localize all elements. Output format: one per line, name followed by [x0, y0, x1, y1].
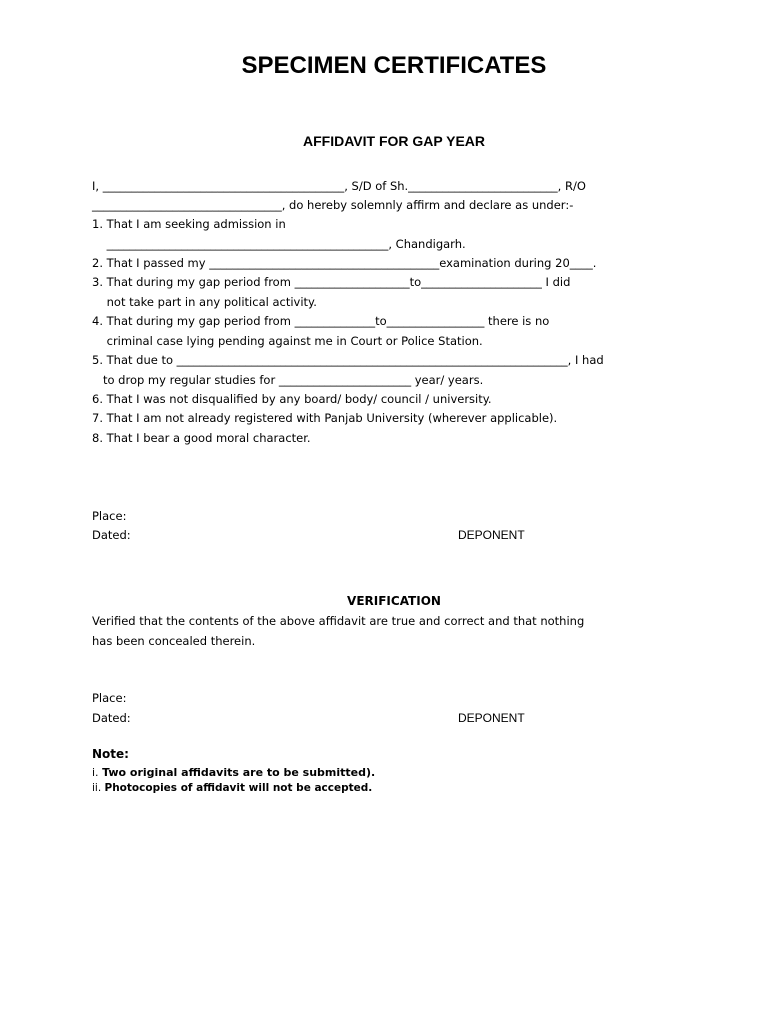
note-item-number: i.	[92, 766, 103, 779]
dated-label: Dated:	[92, 711, 131, 725]
note-item	[92, 782, 372, 794]
affidavit-line: not take part in any political activity.	[92, 295, 317, 309]
dated-label: Dated:	[92, 528, 131, 542]
page-title: SPECIMEN CERTIFICATES	[241, 52, 547, 79]
affidavit-title: AFFIDAVIT FOR GAP YEAR	[302, 133, 485, 149]
affidavit-line: _________________________________________________, Chandigarh.	[92, 237, 466, 251]
verification-heading: VERIFICATION	[347, 594, 441, 608]
note-heading: Note:	[92, 747, 129, 761]
affidavit-line: 7. That I am not already registered with Panjab University (wherever applicable).	[92, 411, 558, 425]
affidavit-line: 6. That I was not disqualified by any board/ body/ council / university.	[92, 392, 492, 406]
deponent-label: DEPONENT	[458, 528, 525, 542]
note-item-text: Photocopies of affidavit will not be accepted.	[104, 782, 373, 794]
affidavit-line: 4. That during my gap period from ______________to_________________ there is no	[92, 314, 550, 328]
verification-line: has been concealed therein.	[92, 634, 256, 648]
deponent-label: DEPONENT	[458, 711, 525, 725]
affidavit-line: 3. That during my gap period from ____________________to_____________________ I did	[92, 275, 571, 289]
verification-line: Verified that the contents of the above affidavit are true and correct and that nothing	[92, 614, 585, 628]
affidavit-line: 1. That I am seeking admission in	[92, 217, 286, 231]
note-item-text: Two original affidavits are to be submitted).	[102, 766, 376, 779]
note-item-number: ii.	[92, 782, 105, 794]
affidavit-line: 5. That due to ____________________________________________________________________, I had	[92, 353, 604, 367]
note-item	[92, 766, 375, 779]
affidavit-line: I, __________________________________________, S/D of Sh.__________________________, R/O	[92, 179, 586, 193]
affidavit-line: to drop my regular studies for _______________________ year/ years.	[92, 373, 484, 387]
place-label: Place:	[92, 691, 127, 705]
affidavit-line: 2. That I passed my ________________________________________examination during 20____.	[92, 256, 597, 270]
place-label: Place:	[92, 509, 127, 523]
affidavit-line: 8. That I bear a good moral character.	[92, 431, 311, 445]
affidavit-line: _________________________________, do hereby solemnly affirm and declare as under:-	[92, 198, 574, 212]
affidavit-line: criminal case lying pending against me in Court or Police Station.	[92, 334, 483, 348]
